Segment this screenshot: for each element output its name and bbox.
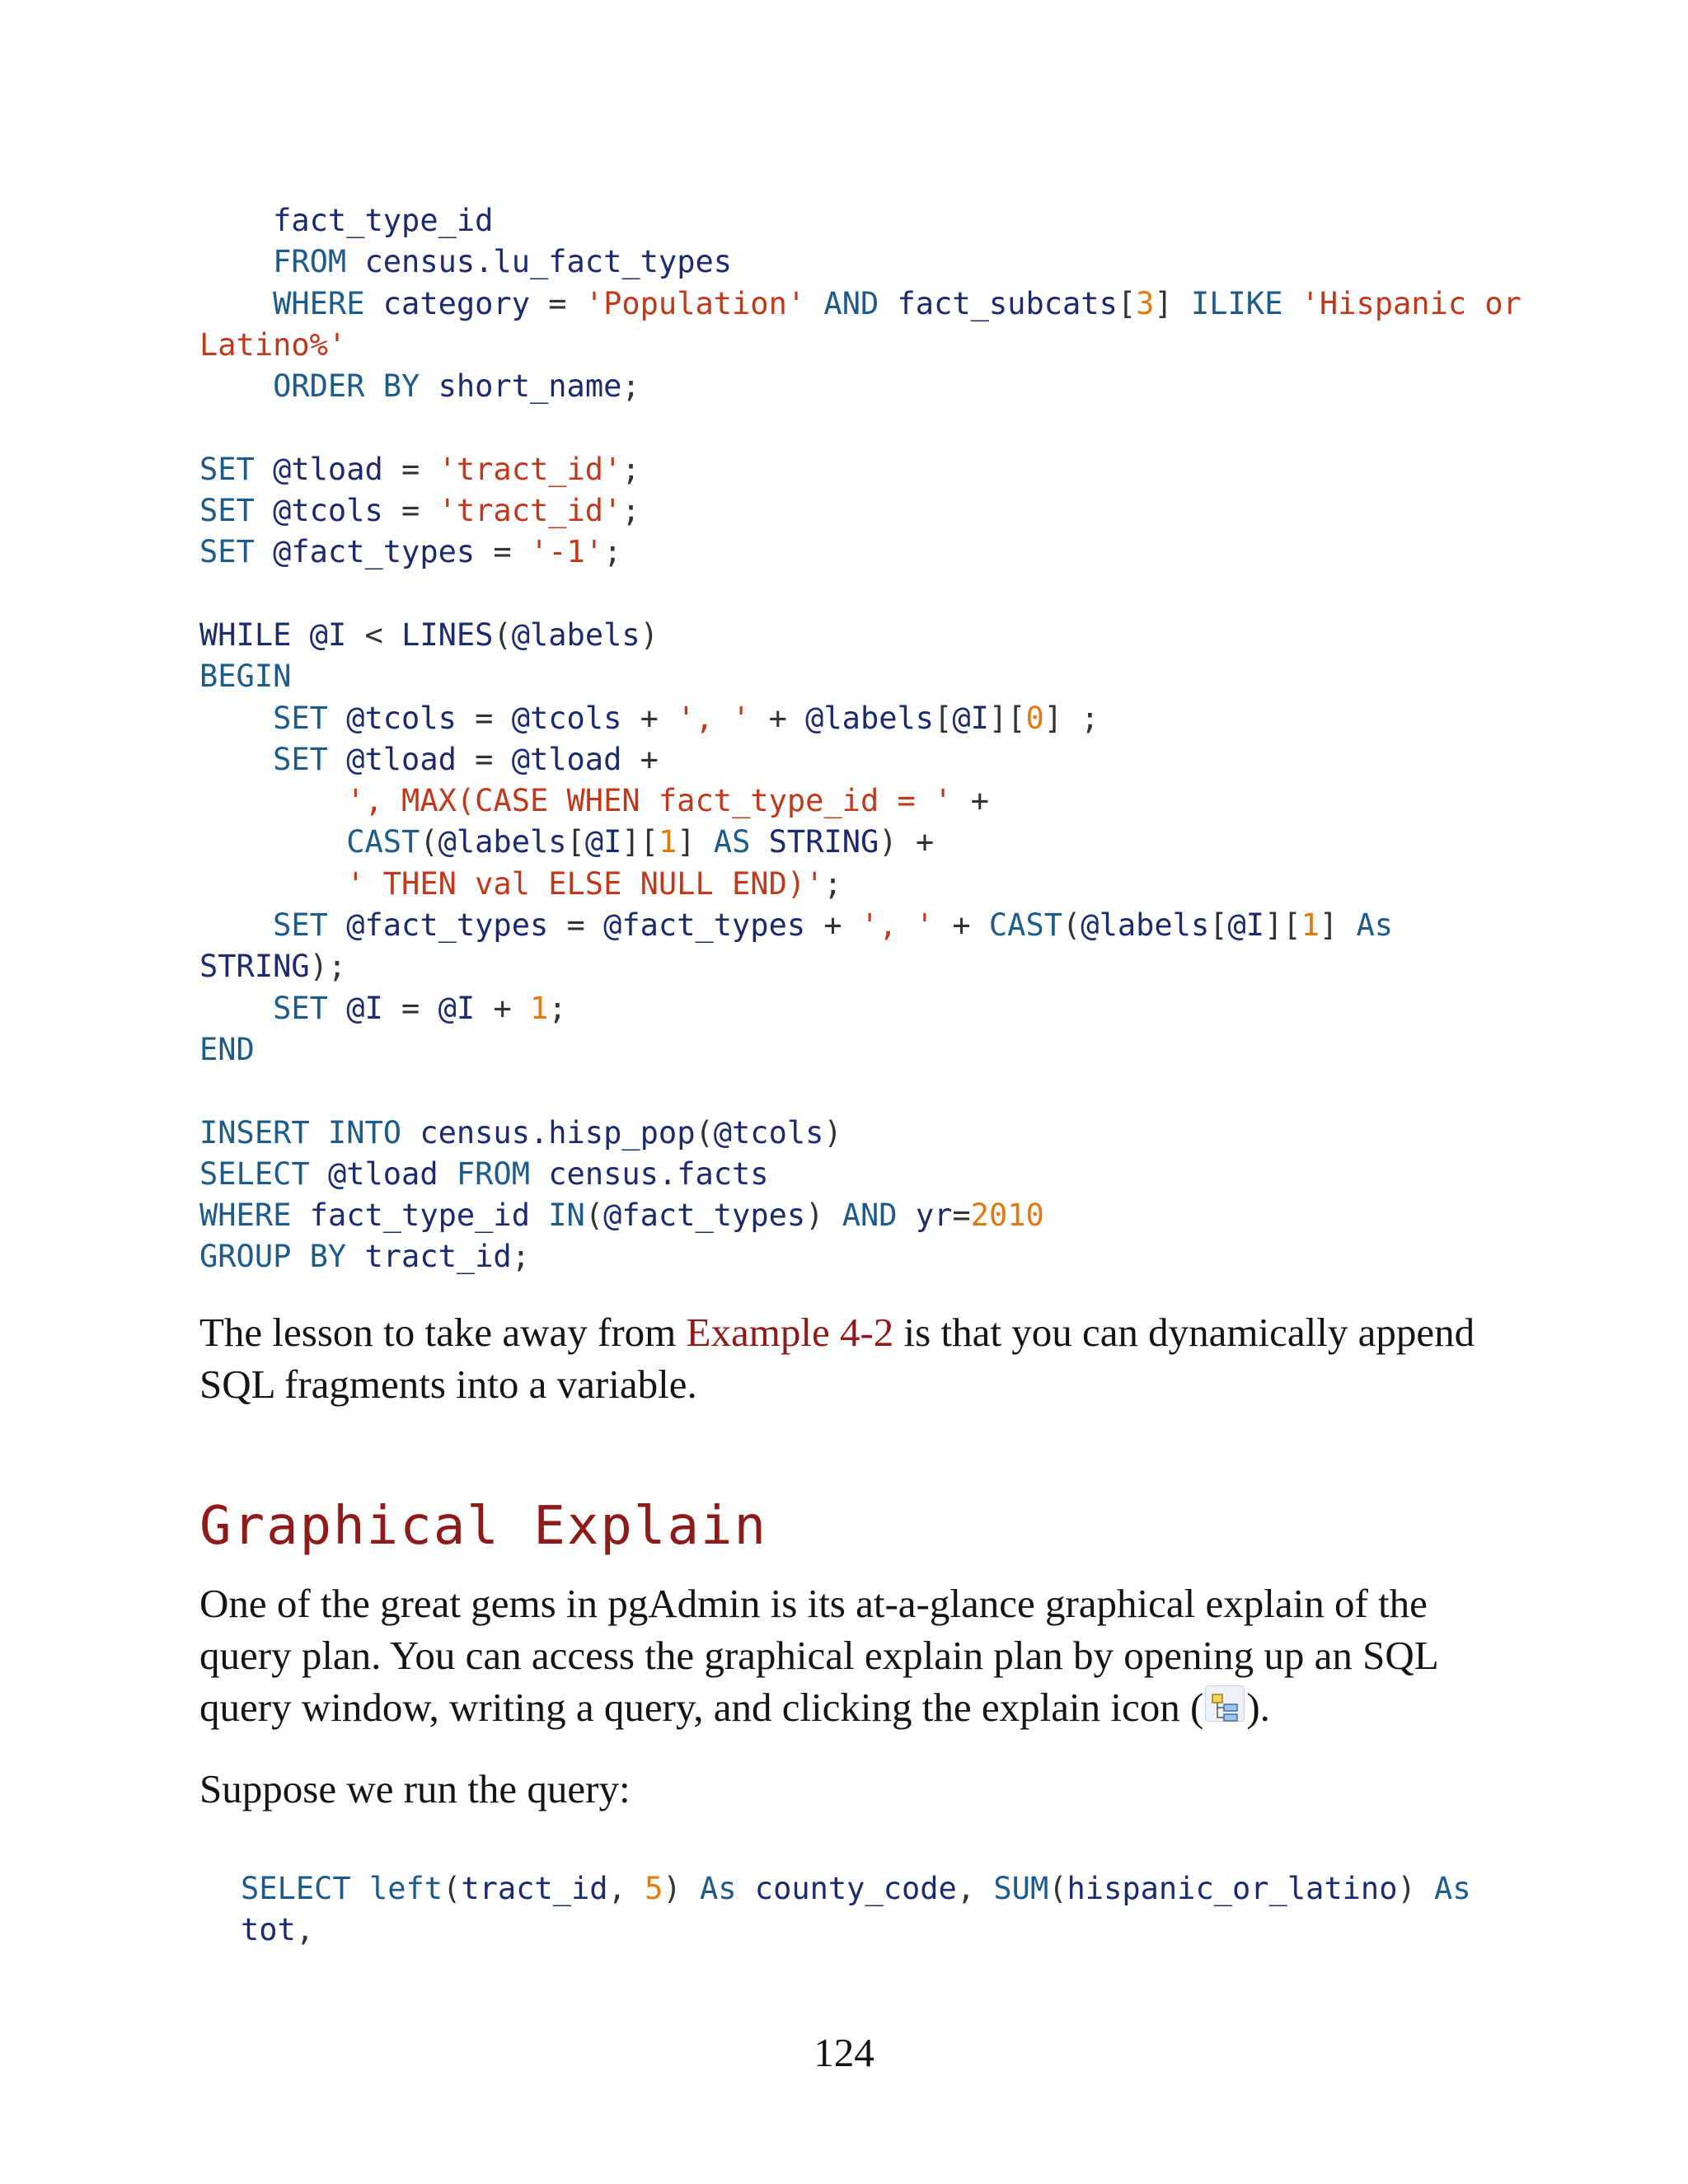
code-token xyxy=(823,1197,842,1233)
code-token: 1 xyxy=(658,824,678,860)
code-token: ILIKE xyxy=(1190,285,1283,321)
code-token: ', ' xyxy=(860,907,935,944)
code-token xyxy=(199,907,273,943)
code-line xyxy=(199,864,1522,905)
code-token: ][ xyxy=(988,700,1026,736)
code-token: ) xyxy=(1397,1871,1416,1906)
code-token: END xyxy=(199,1031,255,1067)
section-heading-graphical-explain: Graphical Explain xyxy=(199,1496,768,1557)
code-token: census.hisp_pop xyxy=(420,1114,696,1151)
code-token: ][ xyxy=(1264,907,1301,944)
code-token: AS xyxy=(713,824,751,860)
code-token: @tload xyxy=(273,451,383,487)
code-line xyxy=(199,1154,1522,1195)
code-token: ] xyxy=(1319,907,1339,944)
code-token: @tcols xyxy=(273,493,383,529)
code-token: [ xyxy=(934,700,953,736)
code-token: + xyxy=(750,700,806,736)
code-token xyxy=(1173,286,1191,321)
paragraph-text-before: The lesson to take away from xyxy=(199,1310,687,1355)
code-token: category xyxy=(382,285,530,321)
example-4-2-link[interactable]: Example 4-2 xyxy=(686,1310,894,1355)
code-token xyxy=(351,1871,369,1906)
code-line xyxy=(199,200,1522,241)
code-token: ( xyxy=(1048,1871,1067,1906)
code-token xyxy=(530,1156,548,1192)
code-token xyxy=(530,1197,548,1233)
code-token: SELECT xyxy=(241,1871,351,1906)
code-token: = xyxy=(548,907,604,944)
code-token: ) + xyxy=(879,824,935,860)
code-token: SET xyxy=(199,534,255,570)
code-token xyxy=(1416,1871,1434,1906)
code-token xyxy=(1282,286,1301,321)
code-token: @tcols xyxy=(713,1114,824,1151)
code-token: = xyxy=(456,741,512,777)
code-token: ( xyxy=(493,616,512,653)
code-token xyxy=(682,1871,700,1906)
code-token: STRING xyxy=(768,824,879,860)
code-token: AND xyxy=(842,1197,898,1234)
code-token: 1 xyxy=(530,990,549,1026)
paragraph-graphical-explain xyxy=(199,1577,1502,1733)
code-token xyxy=(199,203,273,238)
code-token: 2010 xyxy=(970,1197,1044,1234)
code-token: SET xyxy=(273,741,328,777)
code-token xyxy=(291,617,309,653)
code-token: @I xyxy=(346,990,383,1026)
code-token: ; xyxy=(621,451,640,487)
code-token: tract_id xyxy=(364,1239,512,1275)
code-token xyxy=(255,452,273,487)
code-token xyxy=(750,824,768,860)
code-token: yr xyxy=(915,1197,953,1234)
code-token xyxy=(346,244,364,279)
code-token: CAST xyxy=(988,907,1063,944)
code-token xyxy=(1338,907,1356,943)
code-token: FROM xyxy=(456,1155,530,1192)
code-token: ; xyxy=(823,865,842,902)
paragraph-text-before: One of the great gems in pgAdmin is its at-a-glance graphical explain of the query plan. You can access the graphical explain plan by opening up an SQL query window, writing a query, and clicking the explain icon ( xyxy=(199,1581,1437,1730)
code-token: CAST xyxy=(346,824,420,860)
code-token xyxy=(365,286,383,321)
code-token: WHILE xyxy=(199,616,292,653)
code-token xyxy=(291,1197,309,1233)
code-token: @I xyxy=(438,990,476,1026)
paragraph-dynamic-sql xyxy=(199,1306,1502,1410)
code-token: ( xyxy=(695,1114,714,1151)
code-token: census.facts xyxy=(548,1155,769,1192)
code-token: county_code xyxy=(754,1871,957,1906)
code-line xyxy=(199,1029,1522,1071)
code-token: WHERE xyxy=(199,1197,292,1234)
code-token: census.lu_fact_types xyxy=(364,244,733,280)
code-line xyxy=(199,284,1522,325)
code-line xyxy=(199,656,1522,697)
code-line xyxy=(199,574,1522,615)
page-number: 124 xyxy=(814,2030,874,2075)
code-token xyxy=(420,368,438,404)
code-token: BEGIN xyxy=(199,658,292,695)
code-token: @I xyxy=(952,700,989,736)
code-token: 5 xyxy=(645,1871,663,1906)
code-token: ; xyxy=(511,1239,530,1275)
code-line xyxy=(199,1113,1522,1154)
code-token: @I xyxy=(1227,907,1265,944)
code-token: @tload xyxy=(346,741,457,777)
code-token: @labels xyxy=(511,616,640,653)
code-token: [ xyxy=(1209,907,1228,944)
code-token: ) xyxy=(663,1871,682,1906)
code-token: FROM xyxy=(273,244,347,280)
code-token xyxy=(737,1871,755,1906)
code-token: tract_id xyxy=(461,1871,608,1906)
code-token xyxy=(328,991,346,1026)
code-line xyxy=(199,1195,1522,1236)
code-token: ] ; xyxy=(1043,700,1100,736)
code-line xyxy=(199,988,1522,1029)
code-token xyxy=(805,286,823,321)
code-token: AND xyxy=(823,285,879,321)
code-token: As xyxy=(1434,1871,1471,1906)
code-token: ( xyxy=(1062,907,1081,944)
code-token: @fact_types xyxy=(273,534,476,570)
code-token xyxy=(199,244,273,279)
code-token: ] xyxy=(1154,285,1173,321)
code-line xyxy=(199,490,1522,532)
code-token: As xyxy=(1356,907,1394,944)
code-token: @fact_types xyxy=(603,907,806,944)
code-token: WHERE xyxy=(273,285,365,321)
code-token: ', MAX(CASE WHEN fact_type_id = ' xyxy=(346,783,953,819)
code-token: STRING xyxy=(199,949,310,985)
code-token: + xyxy=(952,783,989,819)
code-token xyxy=(199,866,346,902)
code-token: @tcols xyxy=(346,700,457,736)
code-token: As xyxy=(699,1871,737,1906)
code-token xyxy=(199,742,273,777)
code-token: ' THEN val ELSE NULL END)' xyxy=(346,865,824,902)
code-token: @labels xyxy=(438,824,567,860)
code-line xyxy=(241,1868,1471,1910)
code-token xyxy=(199,991,273,1026)
code-token xyxy=(401,1115,420,1151)
code-token xyxy=(346,1239,364,1274)
code-token: hispanic_or_latino xyxy=(1067,1871,1398,1906)
code-token: 0 xyxy=(1025,700,1044,736)
code-token xyxy=(255,493,273,528)
code-line xyxy=(199,532,1522,573)
code-block-county-query xyxy=(241,1868,1471,1952)
code-token: = xyxy=(952,1197,971,1234)
code-token: @I xyxy=(309,616,347,653)
code-token: ; xyxy=(603,534,622,570)
code-token: SET xyxy=(273,990,328,1026)
code-token xyxy=(199,286,273,321)
code-token: < xyxy=(346,616,402,653)
code-token: ); xyxy=(309,949,347,985)
code-token xyxy=(328,907,346,943)
code-token: = xyxy=(456,700,512,736)
code-token: 'Hispanic or xyxy=(1301,285,1522,321)
code-token xyxy=(898,1197,916,1233)
code-token: + xyxy=(934,907,989,944)
code-token: = xyxy=(530,285,585,321)
code-token: = xyxy=(382,451,438,487)
code-token: SET xyxy=(273,700,328,736)
code-token: '-1' xyxy=(529,534,604,570)
paragraph-suppose-query: Suppose we run the query: xyxy=(199,1766,631,1811)
code-token: SET xyxy=(273,907,328,944)
code-token xyxy=(438,1156,457,1192)
code-token: ; xyxy=(621,368,640,405)
code-token xyxy=(199,701,273,736)
code-token: ) xyxy=(640,616,659,653)
code-line xyxy=(199,946,1522,987)
code-token: ( xyxy=(420,824,438,860)
code-token: SELECT xyxy=(199,1155,310,1192)
code-token: + xyxy=(805,907,860,944)
code-token: left xyxy=(368,1871,443,1906)
code-token: IN xyxy=(548,1197,585,1234)
code-line xyxy=(199,449,1522,490)
code-line xyxy=(199,780,1522,822)
code-token: , xyxy=(956,1871,994,1906)
code-token: ( xyxy=(443,1871,462,1906)
code-token: ', ' xyxy=(677,700,751,736)
code-token: SUM xyxy=(993,1871,1049,1906)
code-token: ] xyxy=(677,824,696,860)
code-token: Latino%' xyxy=(199,326,347,363)
code-line xyxy=(199,407,1522,448)
code-token xyxy=(328,742,346,777)
code-block-hisp-pop xyxy=(199,200,1522,1278)
code-token: short_name xyxy=(438,368,622,405)
code-token: 3 xyxy=(1136,285,1155,321)
code-token: @I xyxy=(584,824,622,860)
code-line xyxy=(199,905,1522,946)
code-line xyxy=(241,1910,1471,1951)
code-token: + xyxy=(475,990,530,1026)
code-token: ; xyxy=(621,493,640,529)
code-token: 'Population' xyxy=(584,285,806,321)
code-token: SET xyxy=(199,493,255,529)
code-token: fact_subcats xyxy=(897,285,1118,321)
code-token: + xyxy=(621,700,678,736)
code-token xyxy=(879,286,897,321)
code-token xyxy=(696,824,714,860)
code-token: = xyxy=(382,493,438,529)
code-token: @labels xyxy=(1081,907,1210,944)
code-token: , xyxy=(607,1871,645,1906)
code-token xyxy=(255,534,273,569)
code-token: 'tract_id' xyxy=(438,451,622,487)
code-token: @fact_types xyxy=(346,907,549,944)
code-token: GROUP BY xyxy=(199,1239,347,1275)
code-token: = xyxy=(382,990,438,1026)
code-token xyxy=(199,783,346,818)
code-line xyxy=(199,739,1522,780)
code-token: , xyxy=(295,1912,315,1948)
code-token: + xyxy=(621,741,659,777)
code-line xyxy=(199,698,1522,739)
code-token: 'tract_id' xyxy=(438,493,622,529)
code-token: tot xyxy=(241,1912,296,1948)
code-token: ][ xyxy=(621,824,659,860)
code-line xyxy=(199,1071,1522,1112)
code-token: LINES xyxy=(401,616,494,653)
code-token: fact_type_id xyxy=(273,203,494,238)
code-token: @fact_types xyxy=(603,1197,806,1234)
code-token: [ xyxy=(566,824,585,860)
code-token xyxy=(310,1156,328,1192)
code-token xyxy=(199,368,273,404)
code-token xyxy=(199,824,346,860)
code-token: @labels xyxy=(805,700,935,736)
code-token: ( xyxy=(584,1197,604,1234)
code-token: ORDER BY xyxy=(273,368,420,405)
code-token: INSERT INTO xyxy=(199,1114,402,1151)
code-token: @tload xyxy=(511,741,622,777)
code-line xyxy=(199,366,1522,407)
code-line xyxy=(199,822,1522,863)
code-token: ) xyxy=(823,1114,842,1151)
code-token: 1 xyxy=(1301,907,1320,944)
code-token: @tload xyxy=(327,1155,438,1192)
code-line xyxy=(199,325,1522,366)
code-token: ) xyxy=(805,1197,824,1234)
code-token: = xyxy=(475,534,530,570)
explain-query-icon xyxy=(1205,1685,1245,1722)
code-token: @tcols xyxy=(511,700,622,736)
code-token xyxy=(328,701,346,736)
code-line xyxy=(199,1236,1522,1277)
code-token: ; xyxy=(548,990,567,1026)
code-line xyxy=(199,615,1522,656)
code-token: SET xyxy=(199,451,255,487)
paragraph-text-after: is that you can dynamically append SQL fragments into a variable. xyxy=(199,1310,1475,1407)
code-line xyxy=(199,241,1522,283)
code-token: fact_type_id xyxy=(309,1197,530,1234)
paragraph-text-after: ). xyxy=(1246,1685,1270,1730)
code-token: [ xyxy=(1117,285,1137,321)
